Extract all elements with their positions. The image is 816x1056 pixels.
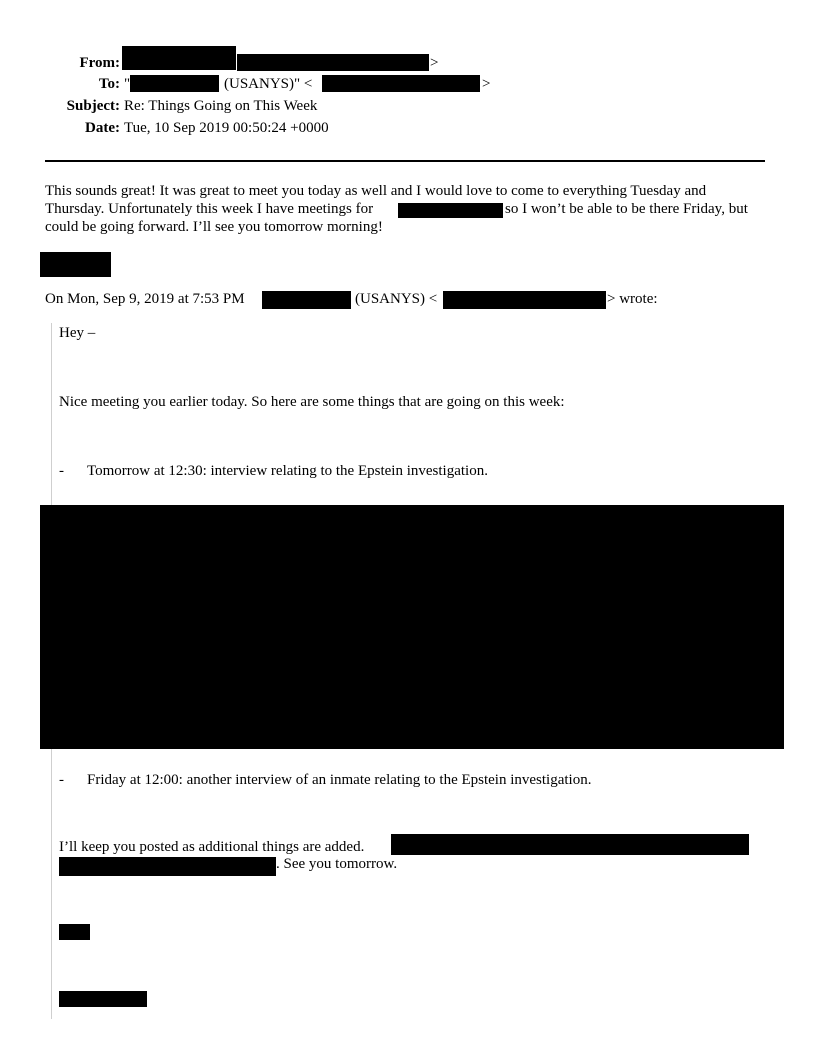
reply-line-2b: so I won’t be able to be there Friday, but xyxy=(505,201,748,217)
redaction-quoted-signature xyxy=(59,991,147,1007)
attribution-prefix: On Mon, Sep 9, 2019 at 7:53 PM xyxy=(45,291,245,307)
attribution-org: (USANYS) < xyxy=(355,291,438,307)
subject-value: Re: Things Going on This Week xyxy=(124,98,318,114)
redaction-to-name xyxy=(130,75,219,92)
to-org: (USANYS)" < xyxy=(224,76,313,92)
to-label: To: xyxy=(98,76,120,92)
to-close-bracket: > xyxy=(482,76,491,92)
redaction-from-email xyxy=(237,54,429,71)
header-divider xyxy=(45,160,765,162)
quoted-closing-b: . See you tomorrow. xyxy=(276,856,398,872)
reply-line-1: This sounds great! It was great to meet you today as well and I would love to come to everything Tuesday and xyxy=(45,183,707,199)
redaction-attribution-email xyxy=(443,291,606,309)
redaction-signature xyxy=(40,252,111,277)
bullet-item-2: Friday at 12:00: another interview of an inmate relating to the Epstein investigation. xyxy=(87,772,592,788)
redaction-from-name xyxy=(122,46,236,70)
redaction-to-email xyxy=(322,75,480,92)
bullet-marker: - xyxy=(59,463,64,479)
subject-label: Subject: xyxy=(66,98,120,114)
redaction-closing-1 xyxy=(391,834,749,855)
attribution-suffix: > wrote: xyxy=(607,291,658,307)
bullet-item-1: Tomorrow at 12:30: interview relating to the Epstein investigation. xyxy=(87,463,488,479)
redaction-large-block xyxy=(40,505,784,749)
quoted-intro: Nice meeting you earlier today. So here are some things that are going on this week: xyxy=(59,394,565,410)
quoted-closing-a: I’ll keep you posted as additional things are added. xyxy=(59,839,365,855)
reply-line-3: could be going forward. I’ll see you tomorrow morning! xyxy=(45,219,383,235)
from-label: From: xyxy=(79,55,120,71)
reply-line-2a: Thursday. Unfortunately this week I have meetings for xyxy=(45,201,374,217)
redaction-quoted-signoff xyxy=(59,924,90,940)
bullet-marker: - xyxy=(59,772,64,788)
quoted-greeting: Hey – xyxy=(59,325,96,341)
redaction-closing-2 xyxy=(59,857,276,876)
date-label: Date: xyxy=(85,120,120,136)
redaction-attribution-name xyxy=(262,291,351,309)
date-value: Tue, 10 Sep 2019 00:50:24 +0000 xyxy=(124,120,329,136)
redaction-meeting-subject xyxy=(398,203,503,218)
from-close-bracket: > xyxy=(430,55,439,71)
to-open-quote: " xyxy=(124,76,131,92)
